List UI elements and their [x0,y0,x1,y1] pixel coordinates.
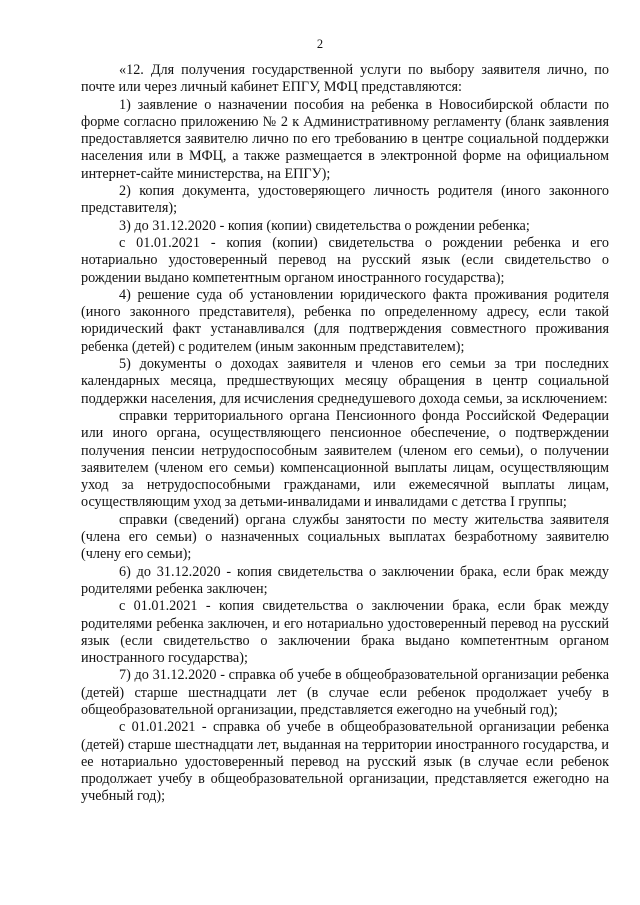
paragraph-item-7-continued: с 01.01.2021 - справка об учебе в общеобразовательной организации ребенка (детей) старше шестнадцати лет, выданная на территории иностранного государства, и ее нотариально удостоверенный перевод на русский язык (в случае если ребенок продолжает учебу в общеобразовательной организации, представляется ежегодно на учебный год); [81,719,609,805]
document-body [81,62,609,806]
paragraph-item-4: 4) решение суда об установлении юридического факта проживания родителя (иного законного представителя), ребенка по определенному адресу, если такой юридический факт устанавливался (для подтверждения совместного проживания ребенка (детей) с родителем (иным законным представителем); [81,286,609,355]
paragraph-item-3: 3) до 31.12.2020 - копия (копии) свидетельства о рождении ребенка; [119,217,530,234]
page-number: 2 [316,37,324,51]
paragraph-item-2: 2) копия документа, удостоверяющего личность родителя (иного законного представителя); [81,183,609,217]
paragraph-item-7: 7) до 31.12.2020 - справка об учебе в общеобразовательной организации ребенка (детей) старше шестнадцати лет (в случае если ребенок продолжает учебу в общеобразовательной организации, представляется ежегодно на учебный год); [81,667,609,718]
paragraph-item-1: 1) заявление о назначении пособия на ребенка в Новосибирской области по форме согласно приложению № 2 к Административному регламенту (бланк заявления предоставляется заявителю лично по его требованию в центре социальной поддержки населения или в МФЦ, а также размещается в электронной форме на официальном интернет-сайте министерства, на ЕПГУ); [81,96,609,182]
paragraph-item-5: 5) документы о доходах заявителя и членов его семьи за три последних календарных месяца, предшествующих месяцу обращения в центр социальной поддержки населения, для исчисления среднедушевого дохода семьи, за исключением: [81,356,609,407]
paragraph-item-6: 6) до 31.12.2020 - копия свидетельства о заключении брака, если брак между родителями ребенка заключен; [81,563,609,597]
paragraph-item-5-exception-2: справки (сведений) органа службы занятости по месту жительства заявителя (члена его семьи) о назначенных социальных выплатах безработному заявителю (члену его семьи); [81,511,609,563]
paragraph-item-5-exception-1: справки территориального органа Пенсионного фонда Российской Федерации или иного органа, осуществляющего пенсионное обеспечение, о подтверждении получения пенсии нетрудоспособным заявителем (членом его семьи), о получении заявителем (членом его семьи) компенсационной выплаты лицам, осуществляющим уход за нетрудоспособными гражданами, или ежемесячной выплаты лицам, осуществляющим уход за детьми-инвалидами и инвалидами с детства I группы; [81,407,609,511]
paragraph-item-3-continued: с 01.01.2021 - копия (копии) свидетельства о рождении ребенка и его нотариально удостоверенный перевод на русский язык (если свидетельство о рождении выдано компетентным органом иностранного государства); [81,234,609,286]
paragraph-intro: «12. Для получения государственной услуги по выбору заявителя лично, по почте или через личный кабинет ЕПГУ, МФЦ представляются: [81,62,609,96]
paragraph-item-6-continued: с 01.01.2021 - копия свидетельства о заключении брака, если брак между родителями ребенка заключен, и его нотариально удостоверенный перевод на русский язык (если свидетельство о заключении брака выдано компетентным органом иностранного государства); [81,598,609,667]
